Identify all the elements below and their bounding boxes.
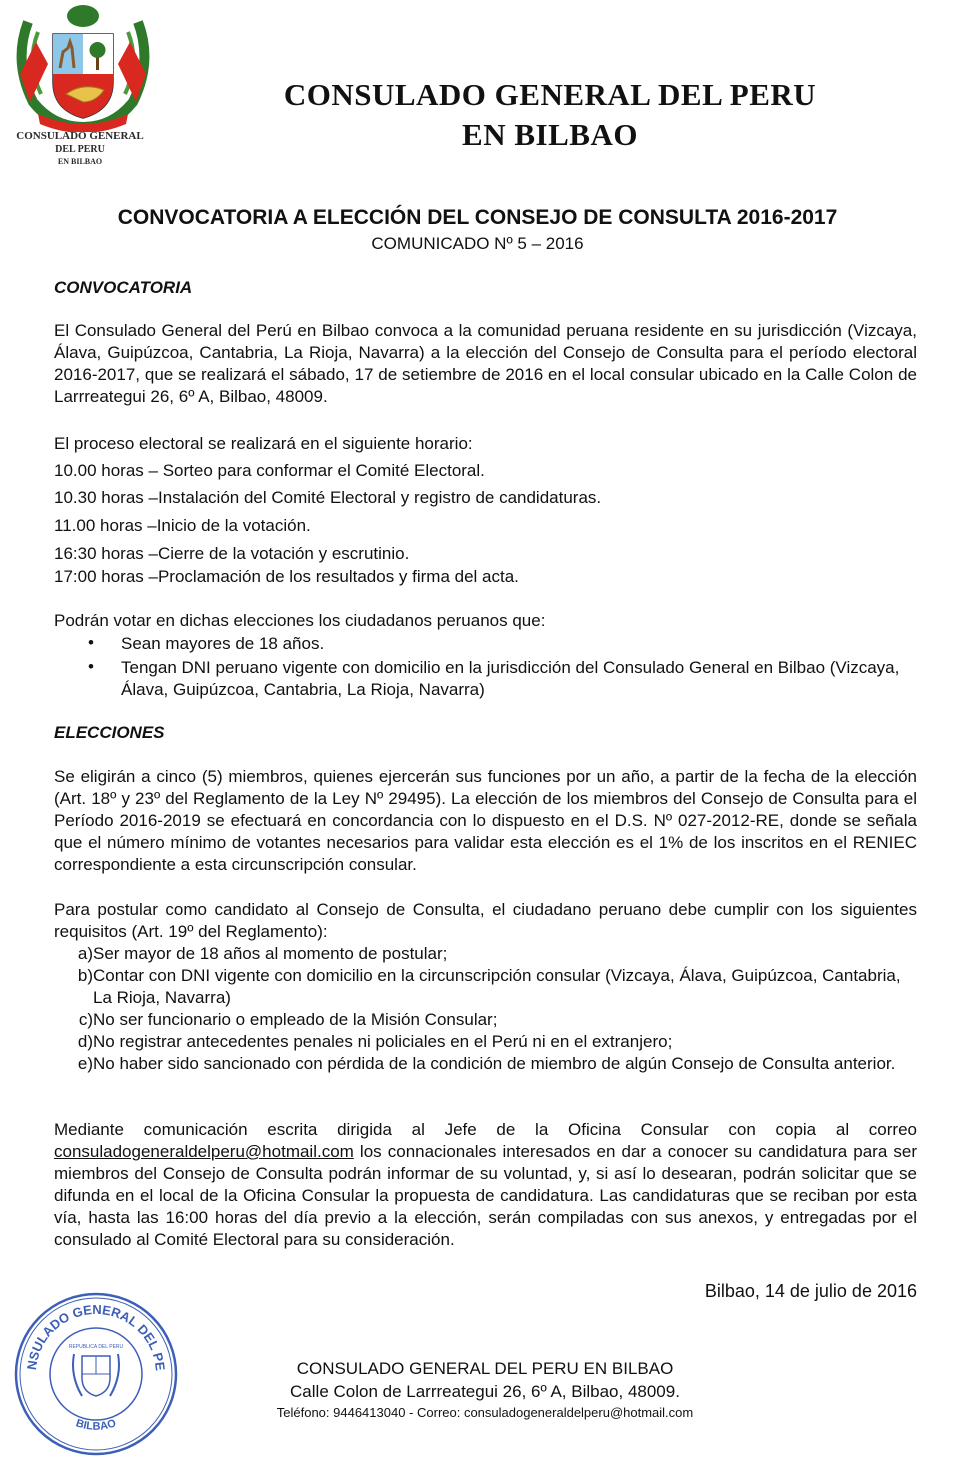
- seal-top-text: NSULADO GENERAL DEL PE: [24, 1301, 169, 1372]
- requirement-letter: a): [77, 944, 93, 963]
- voter-requirement-item: Tengan DNI peruano vigente con domicilio en la jurisdicción del Consulado General en Bilbao (Vizcaya, Álava, Guipúzcoa, Cantabria, La Rioja, Navarra): [121, 658, 900, 699]
- footer-consulate-name: CONSULADO GENERAL DEL PERU EN BILBAO: [296, 1359, 674, 1378]
- schedule-item: 17:00 horas –Proclamación de los resultados y firma del acta.: [54, 567, 519, 586]
- schedule-item: 11.00 horas –Inicio de la votación.: [54, 516, 311, 535]
- voter-requirement-item: Sean mayores de 18 años.: [121, 634, 325, 653]
- elecciones-paragraph: Se eligirán a cinco (5) miembros, quienes ejercerán sus funciones por un año, a partir de la fecha de la elección (Art. 18º y 23º del Reglamento de la Ley Nº 29495). La elección de los miembros del Consejo de Consulta para el Período 2016-2019 se efectuará en concordancia con lo dispuesto en el D.S. Nº 027-2012-RE, donde se señala que el número mínimo de votantes necesarios para validar esta elección es el 1% de los inscritos en el RENIEC correspondiente a esta circunscripción consular.: [54, 767, 917, 874]
- schedule-item: 10.30 horas –Instalación del Comité Electoral y registro de candidaturas.: [54, 488, 602, 507]
- header-title-line2: EN BILBAO: [462, 117, 638, 152]
- requirement-item: No ser funcionario o empleado de la Misión Consular;: [93, 1010, 498, 1029]
- footer-address: Calle Colon de Larrreategui 26, 6º A, Bilbao, 48009.: [290, 1382, 680, 1401]
- candidacy-text-start: Mediante comunicación escrita dirigida al Jefe de la Oficina Consular con copia al correo: [54, 1120, 917, 1139]
- candidacy-paragraph: [54, 1119, 917, 1251]
- schedule-intro: El proceso electoral se realizará en el siguiente horario:: [54, 434, 473, 453]
- section-heading-elecciones: ELECCIONES: [54, 723, 165, 742]
- bullet-icon: •: [88, 657, 94, 676]
- section-heading-convocatoria: CONVOCATORIA: [54, 278, 193, 297]
- requirement-item: Contar con DNI vigente con domicilio en la circunscripción consular (Vizcaya, Álava, Guipúzcoa, Cantabria, La Rioja, Navarra): [93, 966, 901, 1007]
- requirement-item: Ser mayor de 18 años al momento de postular;: [93, 944, 448, 963]
- convocatoria-intro-paragraph: El Consulado General del Perú en Bilbao convoca a la comunidad peruana residente en su jurisdicción (Vizcaya, Álava, Guipúzcoa, Cantabria, La Rioja, Navarra) a la elección del Consejo de Consulta para el período electoral 2016-2017, que se realizará el sábado, 17 de setiembre de 2016 en el local consular ubicado en la Calle Colon de Larrreategui 26, 6º A, Bilbao, 48009.: [54, 321, 917, 406]
- logo-text-line1: CONSULADO GENERAL: [16, 130, 144, 142]
- seal-inner-text: REPUBLICA DEL PERU: [68, 1344, 124, 1350]
- footer-contact: Teléfono: 9446413040 - Correo: consuladogeneraldelperu@hotmail.com: [276, 1405, 694, 1420]
- requirement-letter: c): [78, 1010, 93, 1029]
- email-link[interactable]: consuladogeneraldelperu@hotmail.com: [54, 1142, 354, 1161]
- document-date: Bilbao, 14 de julio de 2016: [704, 1281, 917, 1301]
- requirement-letter: b): [77, 966, 93, 985]
- schedule-item: 16:30 horas –Cierre de la votación y escrutinio.: [54, 544, 410, 563]
- schedule-item: 10.00 horas – Sorteo para conformar el Comité Electoral.: [54, 461, 485, 480]
- document-title: CONVOCATORIA A ELECCIÓN DEL CONSEJO DE CONSULTA 2016-2017: [117, 206, 838, 229]
- requirements-intro: Para postular como candidato al Consejo de Consulta, el ciudadano peruano debe cumplir con los siguientes requisitos (Art. 19º del Reglamento):: [54, 900, 917, 941]
- voters-intro: Podrán votar en dichas elecciones los ciudadanos peruanos que:: [54, 611, 546, 630]
- document-subtitle: COMUNICADO Nº 5 – 2016: [371, 234, 584, 253]
- logo-text-line2: DEL PERU: [55, 144, 105, 155]
- requirement-item: No haber sido sancionado con pérdida de la condición de miembro de algún Consejo de Consulta anterior.: [93, 1054, 896, 1073]
- candidacy-text-end: los connacionales interesados en dar a conocer su candidatura para ser miembros del Consejo de Consulta podrán informar de su voluntad, y, si así lo desearan, podrán solicitar que se difunda en el local de la Oficina Consular la propuesta de candidatura. Las candidaturas que se reciban por esta vía, hasta las 16:00 horas del día previo a la elección, serán compiladas con sus anexos, y entregadas por el consulado al Comité Electoral para su consideración.: [54, 1142, 917, 1249]
- logo-text-line3: EN BILBAO: [57, 157, 103, 166]
- requirement-letter: e): [77, 1054, 93, 1073]
- requirement-item: No registrar antecedentes penales ni policiales en el Perú ni en el extranjero;: [93, 1032, 673, 1051]
- requirement-letter: d): [77, 1032, 93, 1051]
- bullet-icon: •: [88, 633, 94, 652]
- header-title-line1: CONSULADO GENERAL DEL PERU: [283, 77, 817, 112]
- seal-bottom-text: BILBAO: [74, 1417, 118, 1433]
